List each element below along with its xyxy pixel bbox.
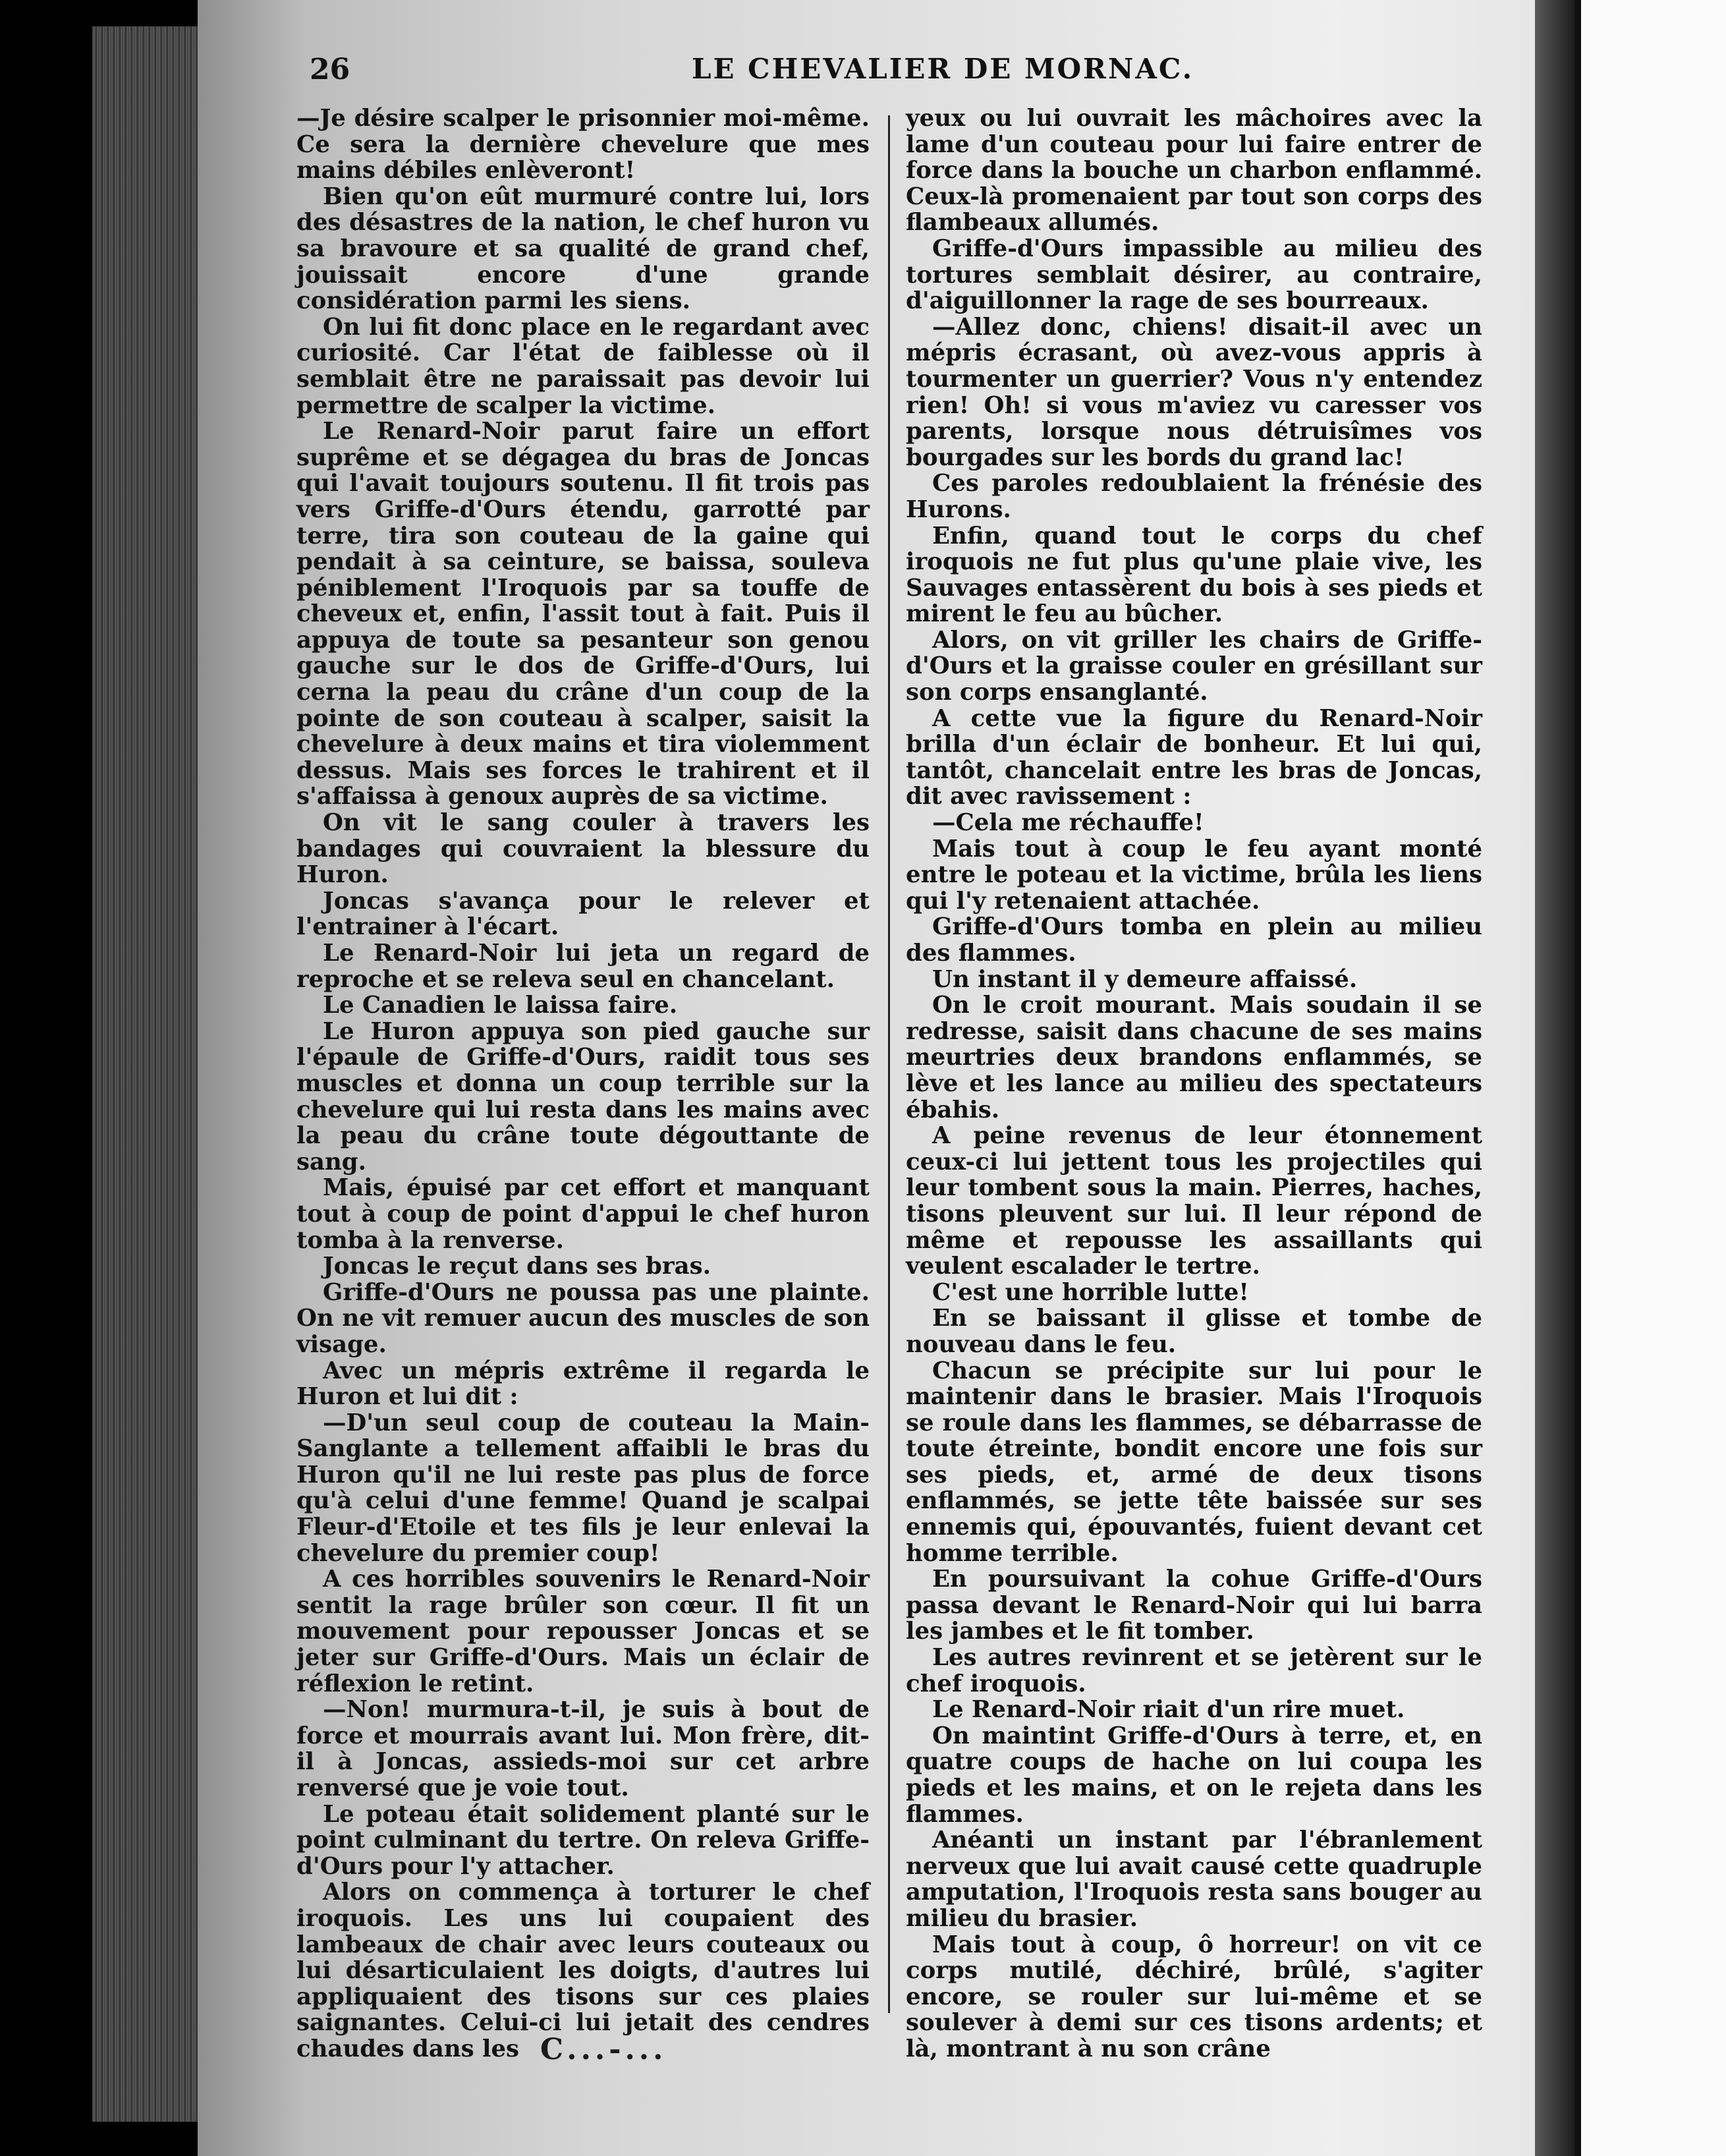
- paragraph: Chacun se précipite sur lui pour le maintenir dans le brasier. Mais l'Iroquois se roule dans les flammes, se débarrasse de toute étreinte, bondit encore une fois sur ses pieds, et, armé de deux tisons enflammés, se jette tête baissée sur ses ennemis qui, épouvantés, fuient devant cet homme terrible.: [906, 1357, 1482, 1567]
- column-divider: [888, 115, 890, 2013]
- paragraph: —D'un seul coup de couteau la Main-Sanglante a tellement affaibli le bras du Huron qu'il ne lui reste pas plus de force qu'à celui d'une femme! Quand je scalpai Fleur-d'Etoile et tes fils je leur enlevai la chevelure du premier coup!: [296, 1409, 870, 1567]
- paragraph: Bien qu'on eût murmuré contre lui, lors des désastres de la nation, le chef huron vu sa bravoure et sa qualité de grand chef, jouissait encore d'une grande considération parmi les siens.: [296, 183, 870, 315]
- paragraph: A cette vue la figure du Renard-Noir brilla d'un éclair de bonheur. Et lui qui, tantôt, chancelait entre les bras de Joncas, dit avec ravissement :: [906, 704, 1482, 810]
- paragraph: Le Canadien le laissa faire.: [323, 992, 678, 1019]
- book-page-edges: [92, 26, 211, 2122]
- signature-mark: C...-...: [540, 2033, 667, 2066]
- paragraph: —Allez donc, chiens! disait-il avec un mépris écrasant, où avez-vous appris à tourmenter un guerrier? Vous n'y entendez rien! Oh! si vous m'aviez vu caresser vos parents, lorsque nous détruisîmes vos bourgades sur les bords du grand lac!: [906, 313, 1482, 471]
- paragraph: En poursuivant la cohue Griffe-d'Ours passa devant le Renard-Noir qui lui barra les jambes et le fit tomber.: [906, 1566, 1482, 1645]
- paragraph: C'est une horrible lutte!: [932, 1278, 1249, 1306]
- paragraph: Le Renard-Noir lui jeta un regard de reproche et se releva seul en chancelant.: [296, 940, 870, 993]
- paragraph: Enfin, quand tout le corps du chef iroquois ne fut plus qu'une plaie vive, les Sauvages entassèrent du bois à ses pieds et mirent le feu au bûcher.: [906, 522, 1482, 628]
- left-text-column: [296, 105, 870, 2062]
- paragraph: yeux ou lui ouvrait les mâchoires avec la lame d'un couteau pour lui faire entrer de force dans la bouche un charbon enflammé. Ceux-là promenaient par tout son corps des flambeaux allumés.: [906, 105, 1482, 237]
- paragraph: Mais tout à coup, ô horreur! on vit ce corps mutilé, déchiré, brûlé, s'agiter encore, se rouler sur lui-même et se soulever à demi sur ces tisons ardents; et là, montrant à nu son crâne: [906, 1931, 1482, 2062]
- paragraph: On lui fit donc place en le regardant avec curiosité. Car l'état de faiblesse où il semblait être ne paraissait pas devoir lui permettre de scalper la victime.: [296, 313, 870, 419]
- scan-margin: [1574, 0, 1726, 2156]
- paragraph: Ces paroles redoublaient la frénésie des Hurons.: [906, 470, 1482, 523]
- paragraph: Griffe-d'Ours tomba en plein au milieu des flammes.: [906, 913, 1482, 967]
- paragraph: Les autres revinrent et se jetèrent sur le chef iroquois.: [906, 1644, 1482, 1697]
- paragraph: A peine revenus de leur étonnement ceux-ci lui jettent tous les projectiles qui leur tombent sous la main. Pierres, haches, tisons pleuvent sur lui. Il leur répond de même et repousse les assaillants qui veulent escalader le tertre.: [906, 1122, 1482, 1280]
- paragraph: Le poteau était solidement planté sur le point culminant du tertre. On releva Griffe-d'Ours pour l'y attacher.: [296, 1800, 870, 1880]
- paragraph: Le Renard-Noir riait d'un rire muet.: [932, 1696, 1405, 1724]
- paragraph: Le Renard-Noir parut faire un effort suprême et se dégagea du bras de Joncas qui l'avait toujours soutenu. Il fit trois pas vers Griffe-d'Ours étendu, garrotté par terre, tira son couteau de la gaine qui pendait à sa ceinture, se baissa, souleva péniblement l'Iroquois par sa touffe de cheveux et, enfin, l'assit tout à fait. Puis il appuya de toute sa pesanteur son genou gauche sur le dos de Griffe-d'Ours, lui cerna la peau du crâne d'un coup de la pointe de son couteau à scalper, saisit la chevelure à deux mains et tira violemment dessus. Mais ses forces le trahirent et il s'affaissa à genoux auprès de sa victime.: [296, 418, 870, 810]
- paragraph: Le Huron appuya son pied gauche sur l'épaule de Griffe-d'Ours, raidit tous ses muscles et donna un coup terrible sur la chevelure qui lui resta dans les mains avec la peau du crâne toute dégouttante de sang.: [296, 1017, 870, 1176]
- running-title: LE CHEVALIER DE MORNAC.: [692, 53, 1194, 85]
- paragraph: Griffe-d'Ours ne poussa pas une plainte. On ne vit remuer aucun des muscles de son visage.: [296, 1278, 870, 1358]
- paragraph: —Je désire scalper le prisonnier moi-même. Ce sera la dernière chevelure que mes mains débiles enlèveront!: [296, 105, 870, 184]
- paragraph: Un instant il y demeure affaissé.: [932, 965, 1358, 993]
- paragraph: Griffe-d'Ours impassible au milieu des tortures semblait désirer, au contraire, d'aiguillonner la rage de ses bourreaux.: [906, 235, 1482, 315]
- paragraph: Alors, on vit griller les chairs de Griffe-d'Ours et la graisse couler en grésillant sur son corps ensanglanté.: [906, 626, 1482, 706]
- paragraph: Mais, épuisé par cet effort et manquant tout à coup de point d'appui le chef huron tomba à la renverse.: [296, 1174, 870, 1254]
- paragraph: Alors on commença à torturer le chef iroquois. Les uns lui coupaient des lambeaux de chair avec leurs couteaux ou lui désarticulaient les doigts, d'autres lui appliquaient des tisons sur ces plaies saignantes. Celui-ci lui jetait des cendres chaudes dans les: [296, 1879, 870, 2062]
- paragraph: Joncas le reçut dans ses bras.: [323, 1253, 711, 1280]
- right-text-column: [906, 105, 1482, 2062]
- page-number: 26: [310, 53, 350, 86]
- paragraph: On le croit mourant. Mais soudain il se redresse, saisit dans chacune de ses mains meurtries deux brandons enflammés, se lève et les lance au milieu des spectateurs ébahis.: [906, 992, 1482, 1123]
- paragraph: Joncas s'avança pour le relever et l'entrainer à l'écart.: [296, 887, 870, 941]
- paragraph: —Non! murmura-t-il, je suis à bout de force et mourrais avant lui. Mon frère, dit-il à Joncas, assieds-moi sur cet arbre renversé que je voie tout.: [296, 1696, 870, 1801]
- paragraph: Avec un mépris extrême il regarda le Huron et lui dit :: [296, 1357, 870, 1411]
- paragraph: Mais tout à coup le feu ayant monté entre le poteau et la victime, brûla les liens qui l'y retenaient attachée.: [906, 835, 1482, 915]
- paragraph: On maintint Griffe-d'Ours à terre, et, en quatre coups de hache on lui coupa les pieds et les mains, et on le rejeta dans les flammes.: [906, 1722, 1482, 1828]
- paragraph: En se baissant il glisse et tombe de nouveau dans le feu.: [906, 1305, 1482, 1358]
- page-header: [310, 53, 1515, 92]
- paragraph: —Cela me réchauffe!: [932, 809, 1204, 837]
- page-gutter-shadow: [1535, 0, 1574, 2156]
- paragraph: Anéanti un instant par l'ébranlement nerveux que lui avait causé cette quadruple amputation, l'Iroquois resta sans bouger au milieu du brasier.: [906, 1827, 1482, 1932]
- paragraph: A ces horribles souvenirs le Renard-Noir sentit la rage brûler son cœur. Il fit un mouvement pour repousser Joncas et se jeter sur Griffe-d'Ours. Mais un éclair de réflexion le retint.: [296, 1566, 870, 1697]
- paragraph: On vit le sang couler à travers les bandages qui couvraient la blessure du Huron.: [296, 809, 870, 889]
